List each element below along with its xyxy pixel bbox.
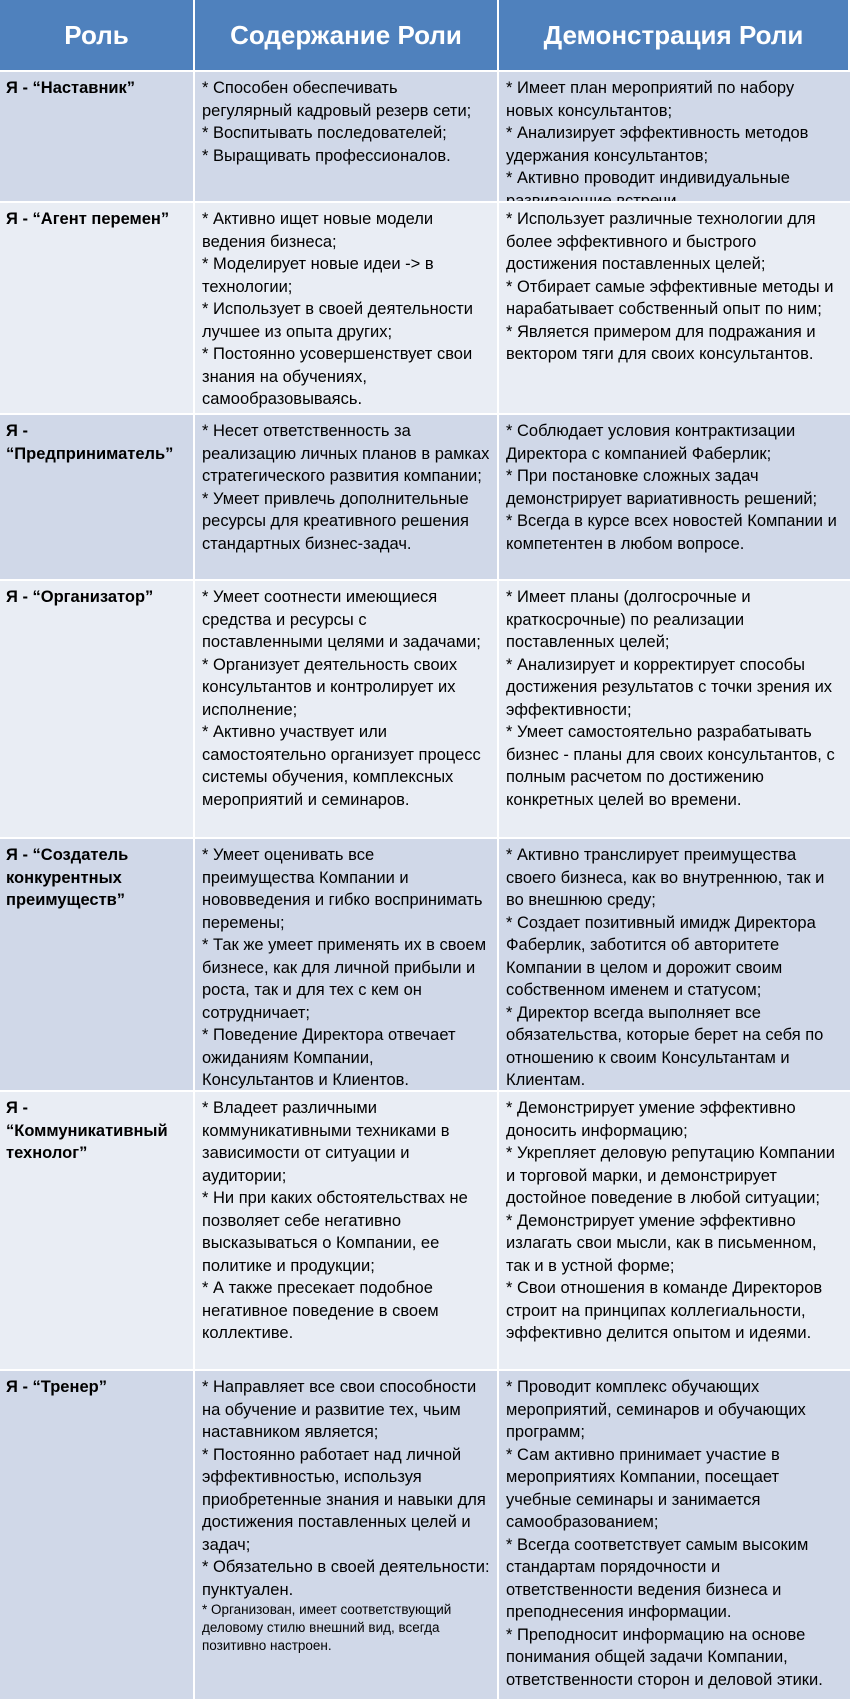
demo-text: * Имеет план мероприятий по набору новых консультантов; * Анализирует эффективность методов удержания консультантов; * Активно проводит индивидуальные (506, 79, 809, 187)
header-content: Содержание Роли (195, 0, 499, 70)
demo-cell (499, 70, 850, 201)
content-cell (195, 837, 499, 1090)
role-cell: Я - “Коммуникативный технолог” (0, 1090, 195, 1369)
content-text: * Умеет соотнести имеющиеся средства и ресурсы с поставленными целями и задачами; * Организует деятельность своих консультантов и контролирует их исполнение; * Активно участвует или самостоятельно организует процесс системы обучения, комплексных мероприятий и семинаров. (202, 588, 481, 809)
role-cell: Я - “Наставник” (0, 70, 195, 201)
demo-cell (499, 201, 850, 413)
content-text: * Владеет различными коммуникативными техниками в зависимости от ситуации и аудитории; * Ни при каких обстоятельствах не позволяет себе негативно высказываться о Компании, ее политике и продукции; * А также пресекает подобное негативное поведение в своем коллективе. (202, 1099, 468, 1342)
demo-cell (499, 579, 850, 837)
demo-text: * Использует различные технологии для более эффективного и быстрого достижения поставленных целей; * Отбирает самые эффективные методы и нарабатывает собственный опыт по ним; * Является примером для подражания и вектором тяги для своих консультантов. (506, 210, 834, 363)
content-cell (195, 70, 499, 201)
demo-text: * Проводит комплекс обучающих мероприятий, семинаров и обучающих программ; * Сам активно принимает участие в мероприятиях Компании, посещает учебные семинары и занимается самообразованием; * Всегда соответствует самым высоким стандартам порядочности и ответственности ведения бизнеса и преподнесения информации. * Преподносит информацию на основе понимания общей задачи Компании, ответственности сторон и деловой этики. (506, 1378, 823, 1689)
demo-text: * Соблюдает условия контрактизации Директора с компанией Фаберлик; * При постановке сложных задач демонстрирует вариативность решений; * Всегда в курсе всех новостей Компании и компетентен в любом вопросе. (506, 422, 837, 553)
role-cell: Я - “Организатор” (0, 579, 195, 837)
header-role: Роль (0, 0, 195, 70)
content-small-text: * Организован, имеет соответствующий деловому стилю внешний вид, всегда позитивно настроен. (202, 1602, 452, 1653)
content-text: * Направляет все свои способности на обучение и развитие тех, чьим наставником является; * Постоянно работает над личной эффективностью, используя приобретенные знания и навыки для достижения поставленных целей и задач; * Обязательно в своей деятельности: пунктуален. (202, 1378, 490, 1599)
content-text: * Несет ответственность за реализацию личных планов в рамках стратегического развития компании; * Умеет привлечь дополнительные ресурсы для креативного решения стандартных бизнес-задач. (202, 422, 490, 553)
role-cell: Я - “Агент перемен” (0, 201, 195, 413)
role-cell: Я - “Создатель конкурентных преимуществ” (0, 837, 195, 1090)
demo-cell (499, 1369, 850, 1699)
demo-cell (499, 413, 850, 579)
demo-cell (499, 837, 850, 1090)
content-cell (195, 1369, 499, 1699)
demo-text: * Активно транслирует преимущества своего бизнеса, как во внутреннюю, так и во внешнюю среду; * Создает позитивный имидж Директора Фаберлик, заботится об авторитете Компании в целом и дорожит своим собственном именем и статусом; * Директор всегда выполняет все обязательства, которые берет на себя по отношению к своим Консультантам и Клиентам. (506, 846, 825, 1089)
content-cell (195, 413, 499, 579)
role-cell: Я - “Предприниматель” (0, 413, 195, 579)
content-cell (195, 201, 499, 413)
demo-cell (499, 1090, 850, 1369)
content-text: * Активно ищет новые модели ведения бизнеса; * Моделирует новые идеи -> в технологии; * Использует в своей деятельности лучшее из опыта других; * Постоянно усовершенствует свои знания на обучениях, самообразовываясь. (202, 210, 473, 408)
content-text: * Способен обеспечивать регулярный кадровый резерв сети; * Воспитывать последователей; * Выращивать профессионалов. (202, 79, 472, 165)
header-demo: Демонстрация Роли (499, 0, 850, 70)
demo-text: * Демонстрирует умение эффективно доносить информацию; * Укрепляет деловую репутацию Компании и торговой марки, и демонстрирует достойное поведение в любой ситуации; * Демонстрирует умение эффективно излагать свои мысли, как в письменном, так и в устной форме; * Свои отношения в команде Директоров строит на принципах коллегиальности, эффективно делится опытом и идеями. (506, 1099, 835, 1342)
content-text: * Умеет оценивать все преимущества Компании и нововведения и гибко воспринимать перемены; * Так же умеет применять их в своем бизнесе, как для личной прибыли и роста, так и для тех с кем он сотрудничает; * Поведение Директора отвечает ожиданиям Компании, Консультантов и Клиентов. (202, 846, 487, 1089)
demo-text: * Имеет планы (долгосрочные и краткосрочные) по реализации поставленных целей; * Анализирует и корректирует способы достижения результатов с точки зрения их эффективности; * Умеет самостоятельно разрабатывать бизнес - планы для своих консультантов, с полным расчетом по достижению конкретных целей во времени. (506, 588, 835, 809)
content-cell (195, 1090, 499, 1369)
content-cell (195, 579, 499, 837)
role-cell: Я - “Тренер” (0, 1369, 195, 1699)
